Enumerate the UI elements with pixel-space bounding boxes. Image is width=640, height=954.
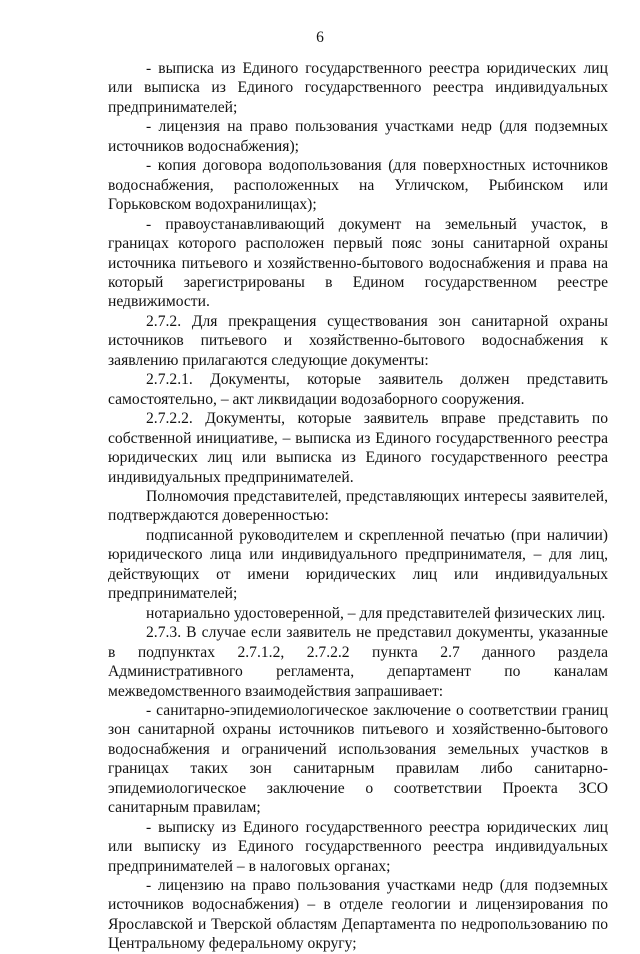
paragraph: 2.7.2.2. Документы, которые заявитель вправе представить по собственной инициативе, – выписка из Единого государственного реестра юридических лиц или выписка из Единого государственного реестра индивидуальных предпринимателей. (108, 410, 608, 486)
paragraph: 2.7.2. Для прекращения существования зон санитарной охраны источников питьевого и хозяйственно-бытового водоснабжения к заявлению прилагаются следующие документы: (108, 312, 608, 369)
paragraph: - выписку из Единого государственного реестра юридических лиц или выписку из Единого государственного реестра индивидуальных предпринимателей – в налоговых органах; (108, 818, 608, 875)
paragraph: - санитарно-эпидемиологическое заключение о соответствии границ зон санитарной охраны источников питьевого и хозяйственно-бытового водоснабжения и ограничений использования земельных участков в границах таких зон санитарным правилам либо санитарно-эпидемиологическое заключение о соответствии Проекта ЗСО санитарным правилам; (108, 701, 608, 817)
paragraph: подписанной руководителем и скрепленной печатью (при наличии) юридического лица или индивидуального предпринимателя, – для лиц, действующих от имени юридических лиц или индивидуальных предпринимателей; (108, 526, 608, 603)
paragraph: 2.7.3. В случае если заявитель не представил документы, указанные в подпунктах 2.7.1.2, 2.7.2.2 пункта 2.7 данного раздела Административного регламента, департамент по каналам межведомственного взаимодействия запрашивает: (108, 624, 608, 700)
paragraph: - лицензия на право пользования участками недр (для подземных источников водоснабжения); (108, 118, 608, 155)
paragraph: - выписка из Единого государственного реестра юридических лиц или выписка из Единого государственного реестра индивидуальных предпринимателей; (108, 60, 608, 116)
paragraph: нотариально удостоверенной, – для представителей физических лиц. (146, 604, 606, 622)
paragraph: - лицензию на право пользования участками недр (для подземных источников водоснабжения) – в отделе геологии и лицензирования по Ярославской и Тверской областям Департамента по недропользованию по Центральному федеральному округу; (108, 877, 608, 953)
paragraph: - копия договора водопользования (для поверхностных источников водоснабжения, расположенных на Угличском, Рыбинском или Горьковском водохранилищах); (108, 157, 608, 214)
paragraph: 2.7.2.1. Документы, которые заявитель должен представить самостоятельно, – акт ликвидации водозаборного сооружения. (108, 371, 608, 408)
paragraph: Полномочия представителей, представляющих интересы заявителей, подтверждаются доверенностью: (108, 487, 608, 525)
paragraph: - правоустанавливающий документ на земельный участок, в границах которого расположен первый пояс зоны санитарной охраны источника питьевого и хозяйственно-бытового водоснабжения и права на который зарегистрированы в Едином государственном реестре недвижимости. (108, 215, 608, 311)
page-number: 6 (316, 29, 324, 46)
document-body (108, 59, 608, 954)
